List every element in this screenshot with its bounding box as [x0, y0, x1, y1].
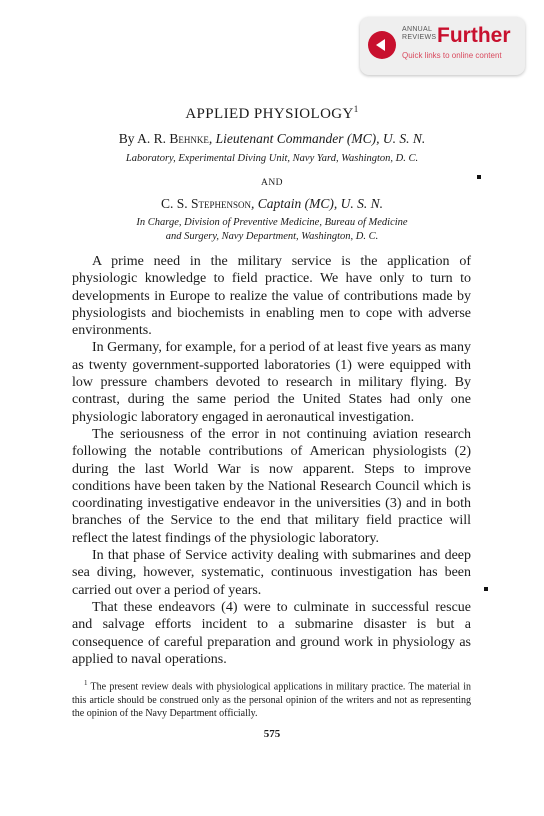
banner-line-reviews: REVIEWS: [402, 34, 437, 41]
author-2-affiliation-line-1: In Charge, Division of Preventive Medicine, Bureau of Medicine: [136, 217, 408, 228]
author-1: [0, 131, 544, 147]
footnote-text: The present review deals with physiological applications in military practice. The material in this article should be construed only as the personal opinion of the writers and not as representing the opinion of the Navy Department officially.: [72, 681, 471, 720]
banner-line-annual: ANNUAL: [402, 26, 433, 33]
annual-reviews-play-icon: [368, 31, 396, 59]
page-number: 575: [263, 728, 281, 740]
title-footnote-mark[interactable]: 1: [353, 104, 359, 114]
author-2-affiliation-line-2: and Surgery, Navy Department, Washington, D. C.: [165, 231, 379, 242]
footnote: [72, 677, 471, 721]
author-2: [0, 196, 544, 212]
author-2-initials: C. S.: [160, 196, 191, 211]
banner-publisher-label: [402, 26, 437, 42]
article-body: [72, 253, 471, 668]
author-2-surname: Stephenson: [190, 196, 251, 211]
author-1-surname: Behnke: [169, 131, 209, 146]
paragraph-2: In Germany, for example, for a period of at least five years as many as twenty government-supported laboratories (1) were equipped with low pressure chambers devoted to research in military flying. By contrast, during the same period the United States had only one physiologic laboratory engaged in aeronautical investigation.: [72, 340, 471, 425]
banner-further-title: Further: [437, 24, 511, 47]
further-banner[interactable]: [360, 17, 525, 75]
paragraph-1: A prime need in the military service is the application of physiologic knowledge to field practice. We have only to turn to developments in Europe to realize the value of contributions made by physiologists and biochemists in enabling men to cope with adverse environments.: [72, 254, 471, 339]
scan-speck: [484, 587, 488, 591]
article-title: [0, 104, 544, 123]
author-1-initials: By A. R.: [118, 131, 170, 146]
scan-speck: [477, 175, 481, 179]
author-1-title: , Lieutenant Commander (MC), U. S. N.: [208, 131, 426, 146]
author-2-title: , Captain (MC), U. S. N.: [251, 196, 384, 211]
paragraph-5: That these endeavors (4) were to culminate in successful rescue and salvage efforts incident to a submarine disaster is but a consequence of careful preparation and ground work in physiology as applied to naval operations.: [72, 599, 471, 667]
author-1-affiliation: Laboratory, Experimental Diving Unit, Navy Yard, Washington, D. C.: [125, 153, 419, 164]
and-separator: AND: [260, 178, 284, 188]
article-title-text: APPLIED PHYSIOLOGY: [185, 106, 354, 122]
banner-subtitle: Quick links to online content: [402, 51, 502, 60]
paragraph-3: The seriousness of the error in not continuing aviation research following the notable contributions of American physiologists (2) during the last World War is now apparent. Steps to improve conditions have been taken by the National Research Council which is coordinating investigative endeavor in the universities (3) and in both branches of the Service to the end that military field practice will reflect the latest findings of the physiologic laboratory.: [72, 426, 471, 546]
paragraph-4: In that phase of Service activity dealing with submarines and deep sea diving, however, systematic, continuous investigation has been carried out over a period of years.: [72, 548, 471, 598]
footnote-mark: 1: [84, 679, 88, 687]
